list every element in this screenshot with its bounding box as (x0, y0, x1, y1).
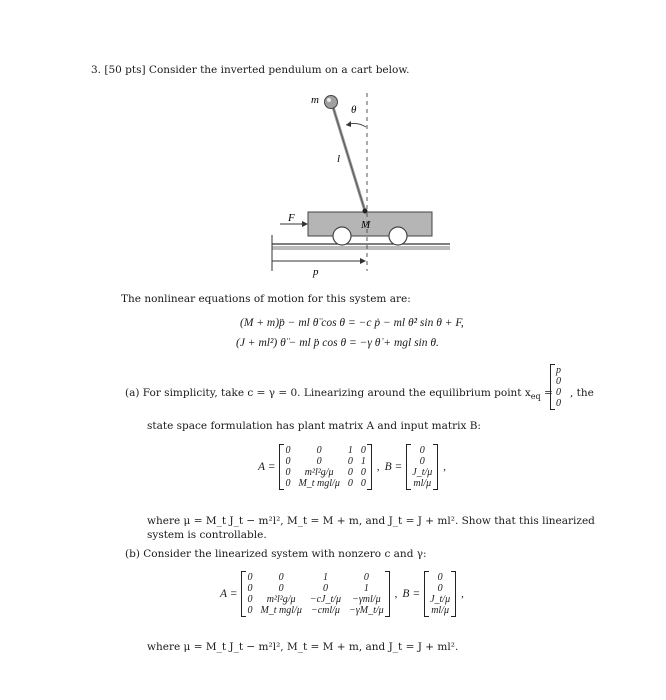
matrix-cell: ml/μ (413, 478, 432, 489)
matrix-cell: m²l²g/μ (266, 594, 296, 605)
matrix-row (243, 583, 387, 594)
wheel-left (333, 227, 351, 245)
label-m: m (311, 94, 319, 106)
matrix-cell: J_t/μ (412, 467, 433, 478)
eq-subscript: eq (530, 392, 541, 402)
matrix-row (408, 445, 436, 456)
label-M: M (361, 219, 371, 231)
part-b-B-label: B = (402, 588, 421, 600)
matrix-cell: 0 (285, 445, 291, 456)
matrix-cell: J_t/μ (430, 594, 451, 605)
matrix-cell: 1 (363, 583, 369, 594)
matrix-cell: 1 (360, 456, 366, 467)
part-a-text2: state space formulation has plant matrix A and input matrix B: (147, 420, 481, 432)
pendulum-bob (325, 96, 338, 109)
matrix-cell: 0 (363, 572, 369, 583)
matrix-cell: 0 (347, 456, 353, 467)
equilibrium-vector (550, 364, 666, 410)
matrix-cell: 0 (419, 445, 425, 456)
bob-highlight (327, 98, 331, 102)
matrix-row (243, 572, 387, 583)
pendulum-cart-figure (260, 85, 460, 285)
matrix-row (281, 467, 369, 478)
eq-tail: = (540, 387, 553, 399)
matrix-cell: −γM_t/μ (349, 605, 384, 616)
matrix-cell: 0 (360, 478, 366, 489)
part-a-A-matrix (279, 444, 371, 490)
label-F: F (288, 212, 295, 224)
matrix-cell: 0 (347, 467, 353, 478)
part-a-text1 (125, 386, 553, 404)
part-b-matrices: A = 0 0 1 0 0 0 0 1 0 m²l²g/μ −cJ_t/μ −γml/μ 0 M_t mgl/μ −cml/μ −γM_t/μ , B = 0 0 J_t/μ ml/μ , (220, 572, 464, 616)
part-a-the: , the (570, 387, 594, 399)
part-b-B-matrix (424, 571, 456, 617)
matrix-cell: 0 (360, 467, 366, 478)
matrix-row (426, 594, 454, 605)
angle-arrow-head (346, 121, 351, 127)
label-p: p (313, 266, 319, 278)
matrix-cell: 0 (556, 387, 561, 398)
matrix-cell: 0 (247, 572, 253, 583)
part-a-A-table (281, 445, 369, 489)
matrix-cell: 0 (278, 572, 284, 583)
matrix-cell: 1 (347, 445, 353, 456)
matrix-row (408, 456, 436, 467)
matrix-cell: 0 (247, 583, 253, 594)
matrix-cell: 0 (322, 583, 328, 594)
matrix-cell: 0 (437, 583, 443, 594)
matrix-row (408, 478, 436, 489)
matrix-cell: M_t mgl/μ (260, 605, 302, 616)
matrix-row (408, 467, 436, 478)
part-b-B-table (426, 572, 454, 616)
matrix-cell: p (556, 365, 561, 376)
pivot (363, 209, 368, 214)
label-theta: θ (351, 104, 357, 116)
matrix-cell: 0 (247, 605, 253, 616)
matrix-cell: 0 (285, 478, 291, 489)
matrix-row (281, 456, 369, 467)
part-b-A-label: A = (220, 588, 238, 600)
label-l: l (337, 153, 341, 165)
part-b-text: (b) Consider the linearized system with nonzero c and γ: (125, 548, 427, 560)
part-a-B-matrix (406, 444, 438, 490)
part-b-where: where μ = M_t J_t − m²l², M_t = M + m, and J_t = J + ml². (147, 641, 459, 653)
wheel-right (389, 227, 407, 245)
force-arrow-head (302, 221, 308, 227)
matrix-cell: 0 (316, 456, 322, 467)
matrix-cell: 0 (556, 376, 561, 387)
matrix-row (281, 478, 369, 489)
matrix-cell: 0 (347, 478, 353, 489)
part-a-B-table (408, 445, 436, 489)
part-b-A-matrix (241, 571, 389, 617)
nonlinear-intro: The nonlinear equations of motion for this system are: (121, 293, 411, 305)
matrix-cell: 0 (556, 398, 561, 409)
part-a-B-label: B = (384, 461, 403, 473)
part-a-text1-main: (a) For simplicity, take c = γ = 0. Linearizing around the equilibrium point x (125, 387, 531, 399)
equation-2: (J + ml²) θ̈ − ml p̈ cos θ = −γ θ̇ + mgl sin θ. (236, 337, 439, 349)
part-a-matrices: A = 0 0 1 0 0 0 0 1 0 m²l²g/μ 0 0 0 M_t mgl/μ 0 0 , B = 0 0 J_t/μ ml/μ , (258, 445, 447, 489)
matrix-cell: M_t mgl/μ (298, 478, 340, 489)
part-a-where1: where μ = M_t J_t − m²l², M_t = M + m, and J_t = J + ml². Show that this linearized (147, 515, 595, 527)
matrix-cell: 0 (285, 456, 291, 467)
matrix-cell: 0 (437, 572, 443, 583)
matrix-row (281, 445, 369, 456)
matrix-cell: −γml/μ (352, 594, 381, 605)
question-header: 3. [50 pts] Consider the inverted pendulum on a cart below. (91, 64, 410, 76)
matrix-row (426, 583, 454, 594)
matrix-cell: 0 (360, 445, 366, 456)
matrix-row (426, 572, 454, 583)
matrix-cell: 0 (247, 594, 253, 605)
matrix-cell: 0 (285, 467, 291, 478)
part-a-where2: system is controllable. (147, 529, 267, 541)
matrix-cell: m²l²g/μ (304, 467, 334, 478)
matrix-cell: −cml/μ (310, 605, 340, 616)
equation-1: (M + m)p̈ − ml θ̈ cos θ = −c ṗ − ml θ̇² sin θ + F, (240, 317, 464, 329)
matrix-cell: 1 (322, 572, 328, 583)
part-a-A-label: A = (258, 461, 276, 473)
matrix-cell: 0 (316, 445, 322, 456)
matrix-row (243, 594, 387, 605)
matrix-cell: 0 (278, 583, 284, 594)
matrix-cell: −cJ_t/μ (309, 594, 342, 605)
matrix-row (243, 605, 387, 616)
matrix-cell: 0 (419, 456, 425, 467)
position-arrow-head (360, 258, 366, 264)
matrix-row (426, 605, 454, 616)
matrix-cell: ml/μ (431, 605, 449, 616)
part-b-A-table (243, 572, 387, 616)
